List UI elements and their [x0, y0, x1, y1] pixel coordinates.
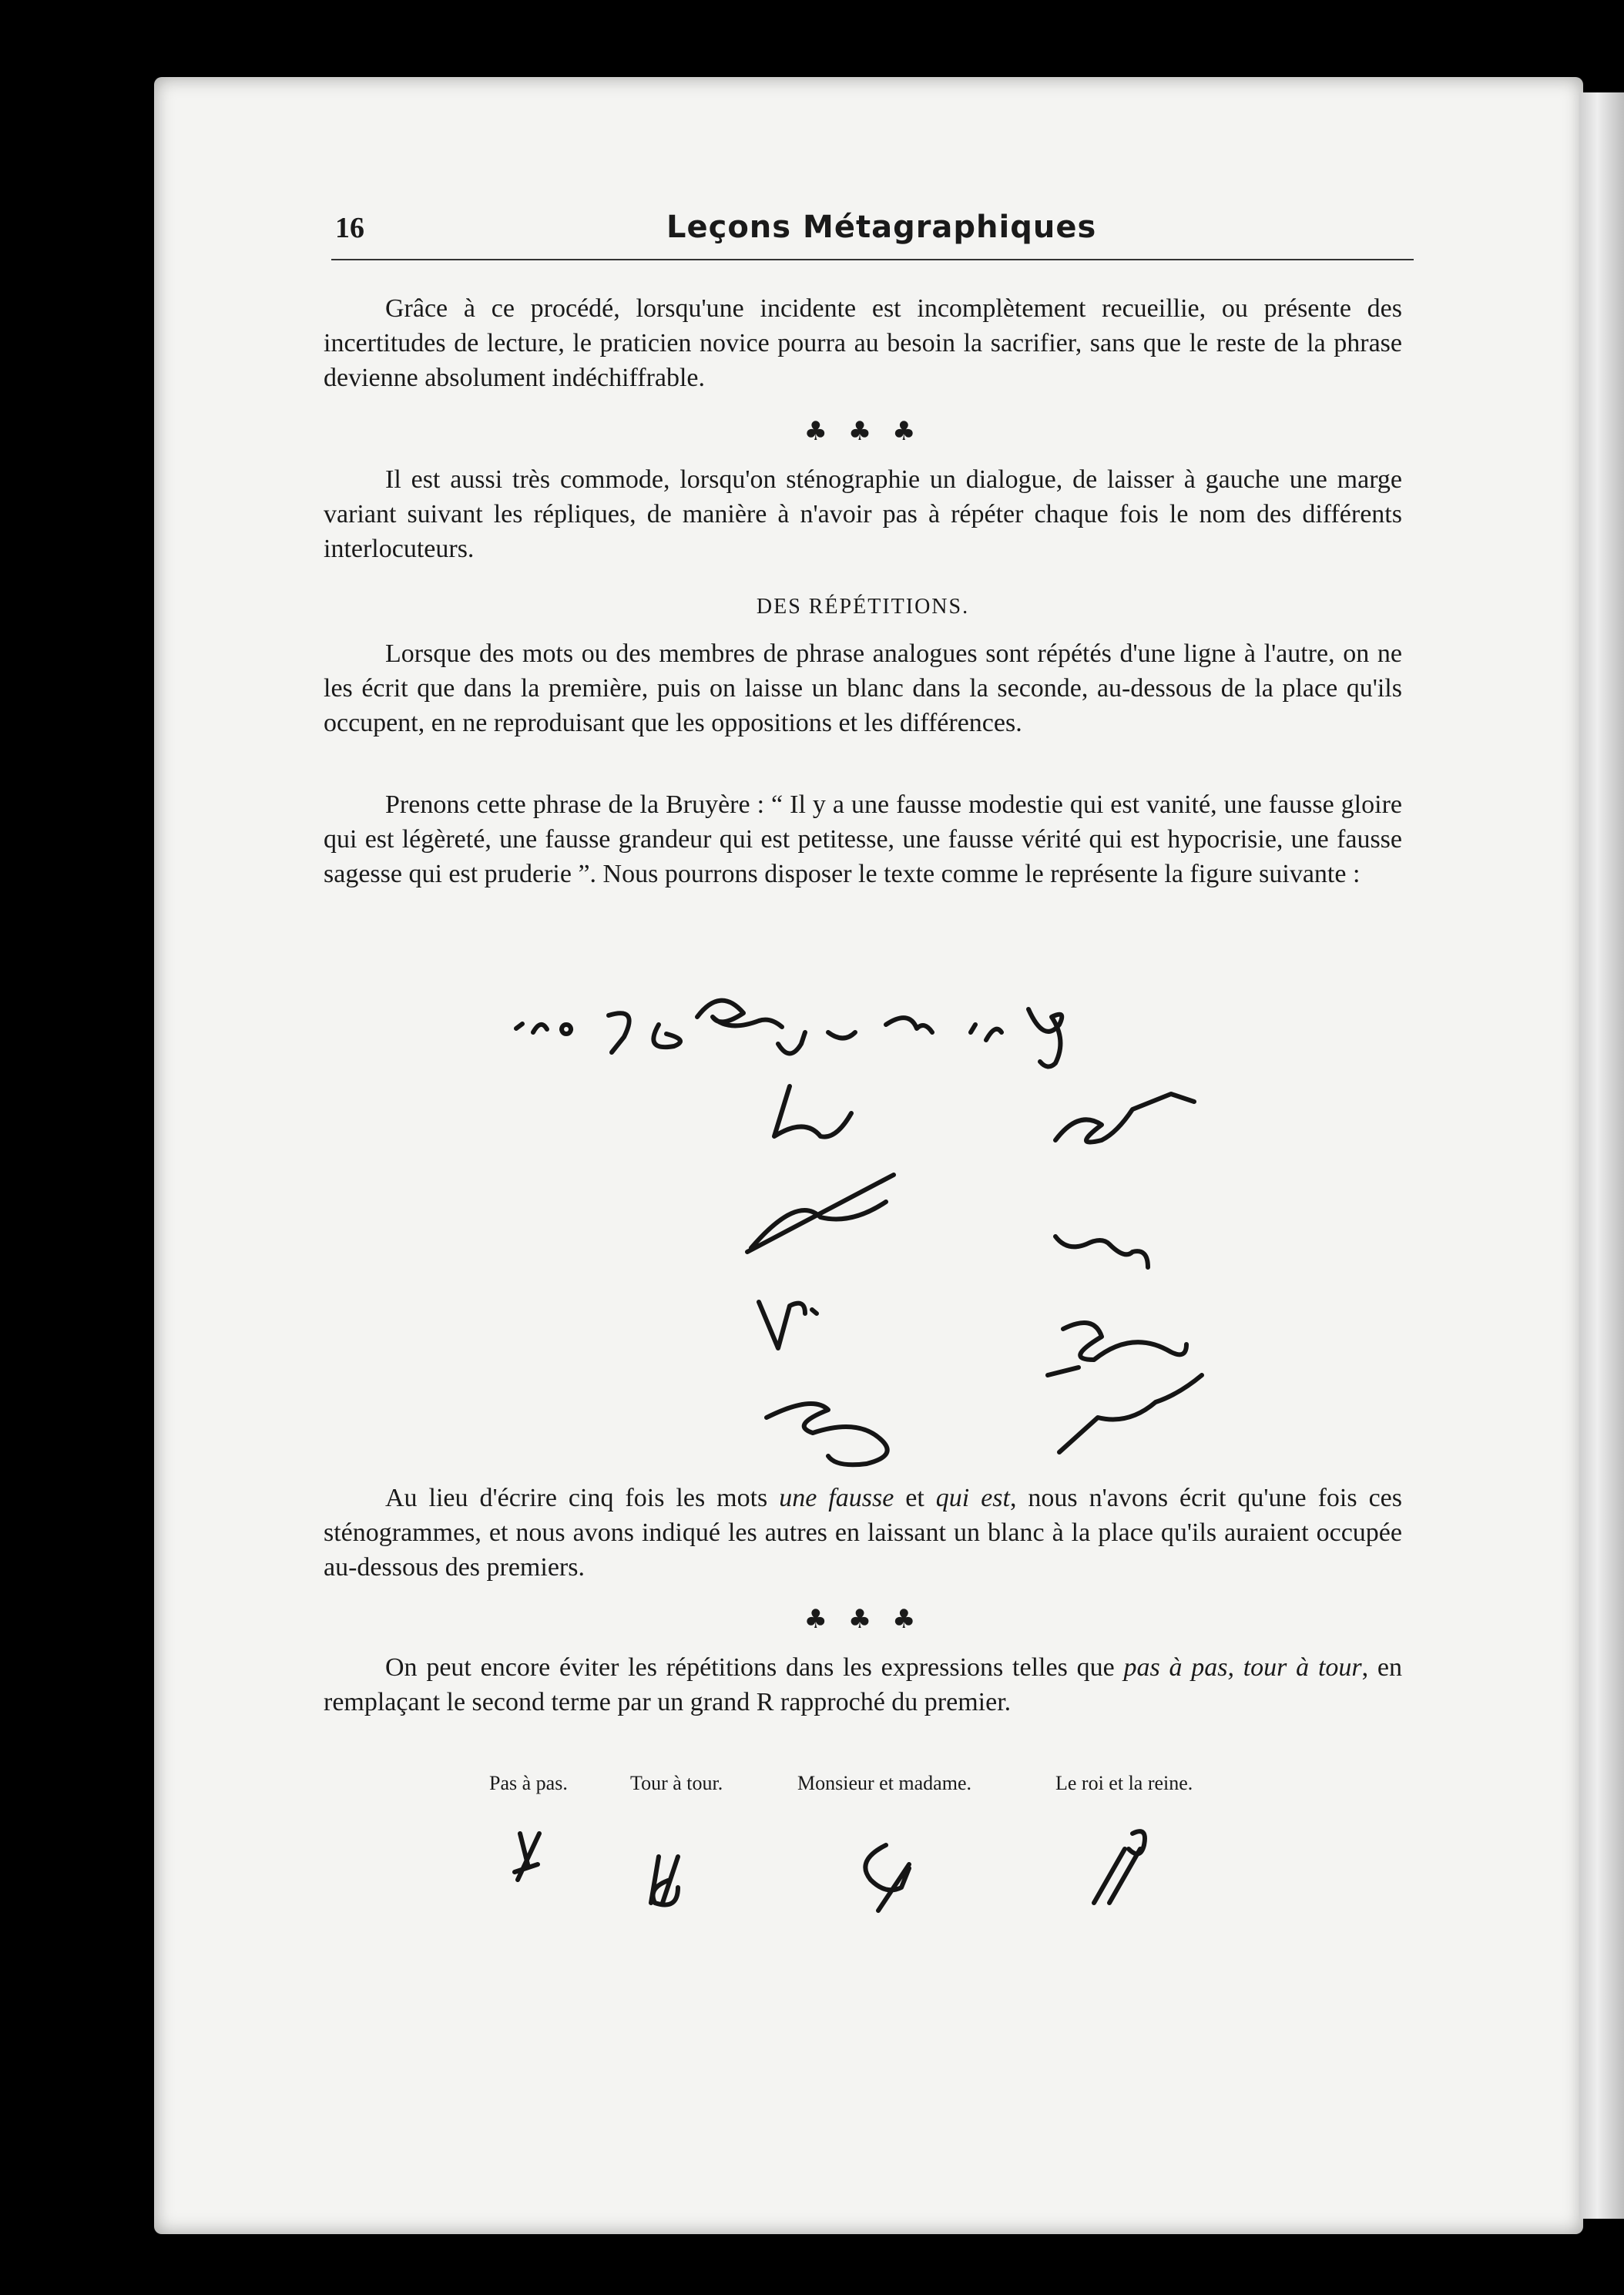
example-label: Pas à pas.	[489, 1772, 568, 1794]
paragraph-5-text-a: Au lieu d'écrire cinq fois les mots	[385, 1484, 780, 1512]
paragraph-1: Grâce à ce procédé, lorsqu'une incidente est incomplètement recueillie, ou présente des incertitudes de lecture, le praticien novice pourra au besoin la sacrifier, sans que le reste de la phrase devienne absolument indéchiffrable.	[324, 294, 1402, 392]
paragraph-5-emphasis-2: qui est	[935, 1484, 1010, 1512]
paragraph-2: Il est aussi très commode, lorsqu'on sténographie un dialogue, de laisser à gauche une marge variant suivant les répliques, de manière à n'avoir pas à répéter chaque fois le nom des différents interlocuteurs.	[324, 465, 1402, 563]
section-heading: DES RÉPÉTITIONS.	[756, 595, 970, 619]
stenogram-examples	[515, 1831, 1145, 1911]
running-title: Leçons Métagraphiques	[666, 210, 1097, 245]
paragraph-6-text-a: On peut encore éviter les répétitions dans les expressions telles que	[385, 1653, 1124, 1682]
example-label: Tour à tour.	[630, 1772, 723, 1794]
stenogram-right-column	[1048, 1094, 1202, 1452]
paragraph-4: Prenons cette phrase de la Bruyère : “ Il y a une fausse modestie qui est vanité, une fausse gloire qui est légèreté, une fausse grandeur qui est petitesse, une fausse vérité qui est hypocrisie, une fausse sagesse qui est pruderie ”. Nous pourrons disposer le texte comme le représente la figure suivante :	[324, 790, 1402, 888]
paragraph-5-text-c: , nous n'avons écrit qu'une fois ces sténogrammes, et nous avons indiqué les autres en laissant un blanc à la place qu'ils auraient occupée au-dessous des premiers.	[324, 1484, 1402, 1582]
paragraph-6	[324, 1650, 1402, 1720]
paragraph-5-emphasis-1: une fausse	[779, 1484, 894, 1512]
stenogram-left-column	[747, 1086, 894, 1465]
paragraph-5	[324, 1481, 1402, 1585]
paragraph-3: Lorsque des mots ou des membres de phrase analogues sont répétés d'une ligne à l'autre, on ne les écrit que dans la première, puis on laisse un blanc dans la seconde, au-dessous de la place qu'ils occupent, en ne reproduisant que les oppositions et les différences.	[324, 639, 1402, 737]
page-number: 16	[335, 212, 364, 244]
example-label: Monsieur et madame.	[797, 1772, 971, 1794]
paragraph-6-emphasis: pas à pas, tour à tour	[1123, 1653, 1362, 1682]
ornament-divider-2: ♣ ♣ ♣	[804, 1604, 922, 1635]
paragraph-6-text-b: , en remplaçant le second terme par un grand R rapproché du premier.	[324, 1653, 1403, 1716]
ornament-divider: ♣ ♣ ♣	[804, 416, 922, 447]
stenogram-top-line	[516, 1001, 1062, 1067]
example-label: Le roi et la reine.	[1055, 1772, 1193, 1794]
paragraph-5-text-b: et	[894, 1484, 936, 1512]
